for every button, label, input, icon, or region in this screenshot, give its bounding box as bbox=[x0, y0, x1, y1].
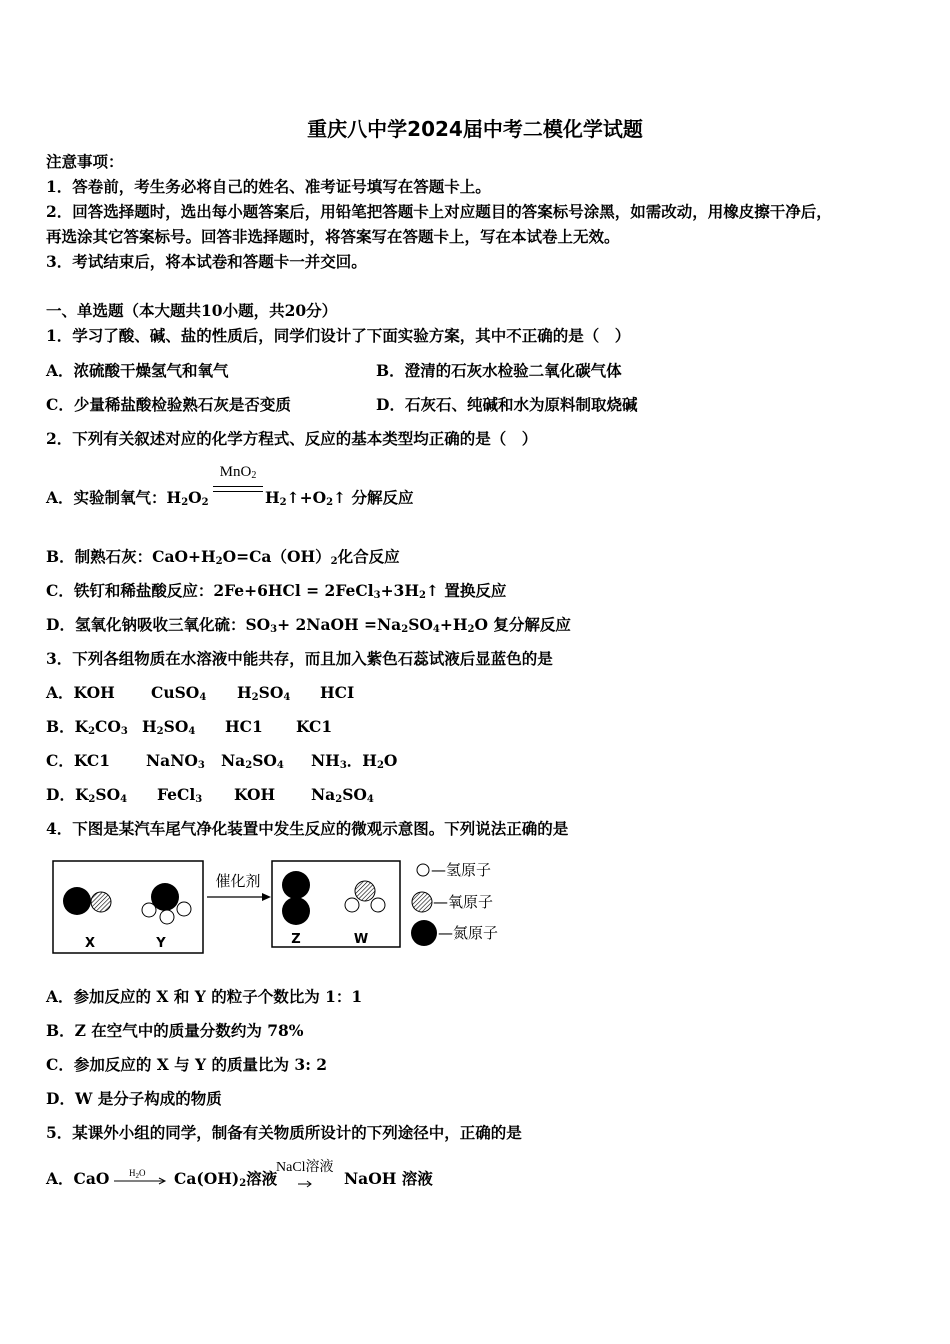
legend-oxygen: —氧原子 bbox=[433, 893, 494, 911]
y-hydrogen-atom-1 bbox=[142, 903, 156, 917]
q2-option-d: D．氢氧化钠吸收三氧化硫：$SO_3+$ 2NaOH $=Na_2SO_4+H_2O$ 复分解反应 bbox=[46, 615, 571, 635]
legend-hydrogen: —氢原子 bbox=[431, 861, 492, 879]
q1-option-c: C．少量稀盐酸检验熟石灰是否变质 bbox=[46, 395, 291, 414]
z-nitrogen-atom-1 bbox=[282, 871, 310, 899]
q3-a-item-2: CuSO$_4$ bbox=[151, 683, 207, 703]
label-z: Z bbox=[291, 932, 301, 947]
q2-stem: 2．下列有关叙述对应的化学方程式、反应的基本类型均正确的是（ ） bbox=[46, 429, 538, 448]
q4-option-b: B．Z 在空气中的质量分数约为 78% bbox=[46, 1021, 304, 1040]
q1-option-a: A．浓硫酸干燥氢气和氧气 bbox=[46, 361, 229, 380]
legend-nitrogen: —氮原子 bbox=[438, 924, 499, 942]
q3-c-item-2: NaNO$_3$ bbox=[146, 751, 205, 771]
legend-hydrogen-icon bbox=[417, 864, 429, 876]
legend-oxygen-icon bbox=[412, 892, 432, 912]
q2-a-reactant: $H_2O_2$ bbox=[166, 488, 209, 508]
y-hydrogen-atom-2 bbox=[160, 910, 174, 924]
q5-stem: 5．某课外小组的同学，制备有关物质所设计的下列途径中，正确的是 bbox=[46, 1123, 522, 1142]
w-hydrogen-atom-2 bbox=[371, 898, 385, 912]
q3-stem: 3．下列各组物质在水溶液中能共存，而且加入紫色石蕊试液后显蓝色的是 bbox=[46, 649, 553, 668]
q4-stem: 4．下图是某汽车尾气净化装置中发生反应的微观示意图。下列说法正确的是 bbox=[46, 819, 569, 838]
q2-a-prefix: A．实验制氧气： bbox=[46, 488, 167, 507]
q3-d-item-4: $Na_2SO_4$ bbox=[311, 785, 374, 805]
q3-b-item-2: $H_2SO_4$ bbox=[142, 717, 196, 737]
legend-nitrogen-icon bbox=[411, 920, 437, 946]
q2-a-products: $H_2↑+O_2↑$ 分解反应 bbox=[265, 488, 414, 508]
q1-option-b: B．澄清的石灰水检验二氧化碳气体 bbox=[376, 361, 622, 380]
label-y: Y bbox=[156, 936, 166, 951]
q2-option-b: B．制熟石灰：$CaO+H_2O=Ca(OH)_2$化合反应 bbox=[46, 547, 400, 567]
reaction-diagram bbox=[50, 855, 510, 960]
q3-option-c-label: C．KC1 bbox=[46, 751, 111, 770]
q5-a-condition-2: NaCl溶液 bbox=[276, 1160, 334, 1175]
q3-option-d-label: D．$K_2SO_4$ bbox=[46, 785, 128, 805]
label-w: W bbox=[353, 932, 369, 947]
z-nitrogen-atom-2 bbox=[282, 897, 310, 925]
q3-d-item-2: FeCl$_3$ bbox=[157, 785, 203, 805]
q3-b-item-3: HC1 bbox=[225, 717, 263, 736]
y-hydrogen-atom-3 bbox=[177, 902, 191, 916]
q3-b-item-4: KC1 bbox=[296, 717, 333, 736]
q3-c-item-4: $NH_3$．$H_2O$ bbox=[311, 751, 398, 771]
q4-option-d: D．W 是分子构成的物质 bbox=[46, 1089, 222, 1108]
notice-heading: 注意事项： bbox=[46, 152, 124, 171]
q5-a-end: NaOH 溶液 bbox=[344, 1169, 433, 1188]
reaction-arrowhead bbox=[262, 893, 271, 901]
w-oxygen-atom bbox=[355, 881, 375, 901]
notice-item-1: 1．答卷前，考生务必将自己的姓名、准考证号填写在答题卡上。 bbox=[46, 177, 491, 196]
page-title: 重庆八中学2024届中考二模化学试题 bbox=[307, 117, 643, 141]
notice-item-3: 3．考试结束后，将本试卷和答题卡一并交回。 bbox=[46, 252, 367, 271]
catalyst-label: 催化剂 bbox=[215, 872, 261, 890]
q3-c-item-3: $Na_2SO_4$ bbox=[221, 751, 284, 771]
x-nitrogen-atom bbox=[63, 887, 91, 915]
q2-a-condition: MnO$_2$ bbox=[219, 464, 257, 481]
q2-a-equals-sign bbox=[213, 486, 263, 492]
q2-option-c: C．铁钉和稀盐酸反应：$2Fe+6HCl = 2FeCl_3+3H_2↑$ 置换反应 bbox=[46, 581, 507, 601]
q5-arrow-1 bbox=[114, 1176, 170, 1186]
w-hydrogen-atom-1 bbox=[345, 898, 359, 912]
notice-item-2a: 2．回答选择题时，选出每小题答案后，用铅笔把答题卡上对应题目的答案标号涂黑，如需改动，用橡皮擦干净后， bbox=[46, 202, 832, 221]
section-heading: 一、单选题（本大题共10小题，共20分） bbox=[46, 301, 338, 320]
q5-a-condition-1: $H_2O$ bbox=[129, 1168, 146, 1180]
q1-option-d: D．石灰石、纯碱和水为原料制取烧碱 bbox=[376, 395, 638, 414]
q5-option-a-prefix: A．CaO bbox=[46, 1169, 110, 1188]
q3-d-item-3: KOH bbox=[234, 785, 276, 804]
notice-item-2b: 再选涂其它答案标号。回答非选择题时，将答案写在答题卡上，写在本试卷上无效。 bbox=[46, 227, 620, 246]
q4-option-a: A．参加反应的 X 和 Y 的粒子个数比为 1：1 bbox=[46, 987, 363, 1006]
q3-a-item-3: $H_2SO_4$ bbox=[237, 683, 291, 703]
q3-option-a-label: A．KOH bbox=[46, 683, 115, 702]
q3-a-item-4: HCI bbox=[320, 683, 355, 702]
q1-stem: 1．学习了酸、碱、盐的性质后，同学们设计了下面实验方案，其中不正确的是（ ） bbox=[46, 326, 631, 345]
q2-option-a bbox=[46, 488, 209, 508]
label-x: X bbox=[84, 936, 96, 951]
x-oxygen-atom bbox=[91, 892, 111, 912]
q5-arrow-2 bbox=[298, 1180, 314, 1188]
q5-a-middle: $Ca(OH)_2$溶液 bbox=[174, 1169, 278, 1189]
q4-option-c: C．参加反应的 X 与 Y 的质量比为 3: 2 bbox=[46, 1055, 328, 1074]
q3-option-b-label: B．$K_2CO_3$ bbox=[46, 717, 128, 737]
